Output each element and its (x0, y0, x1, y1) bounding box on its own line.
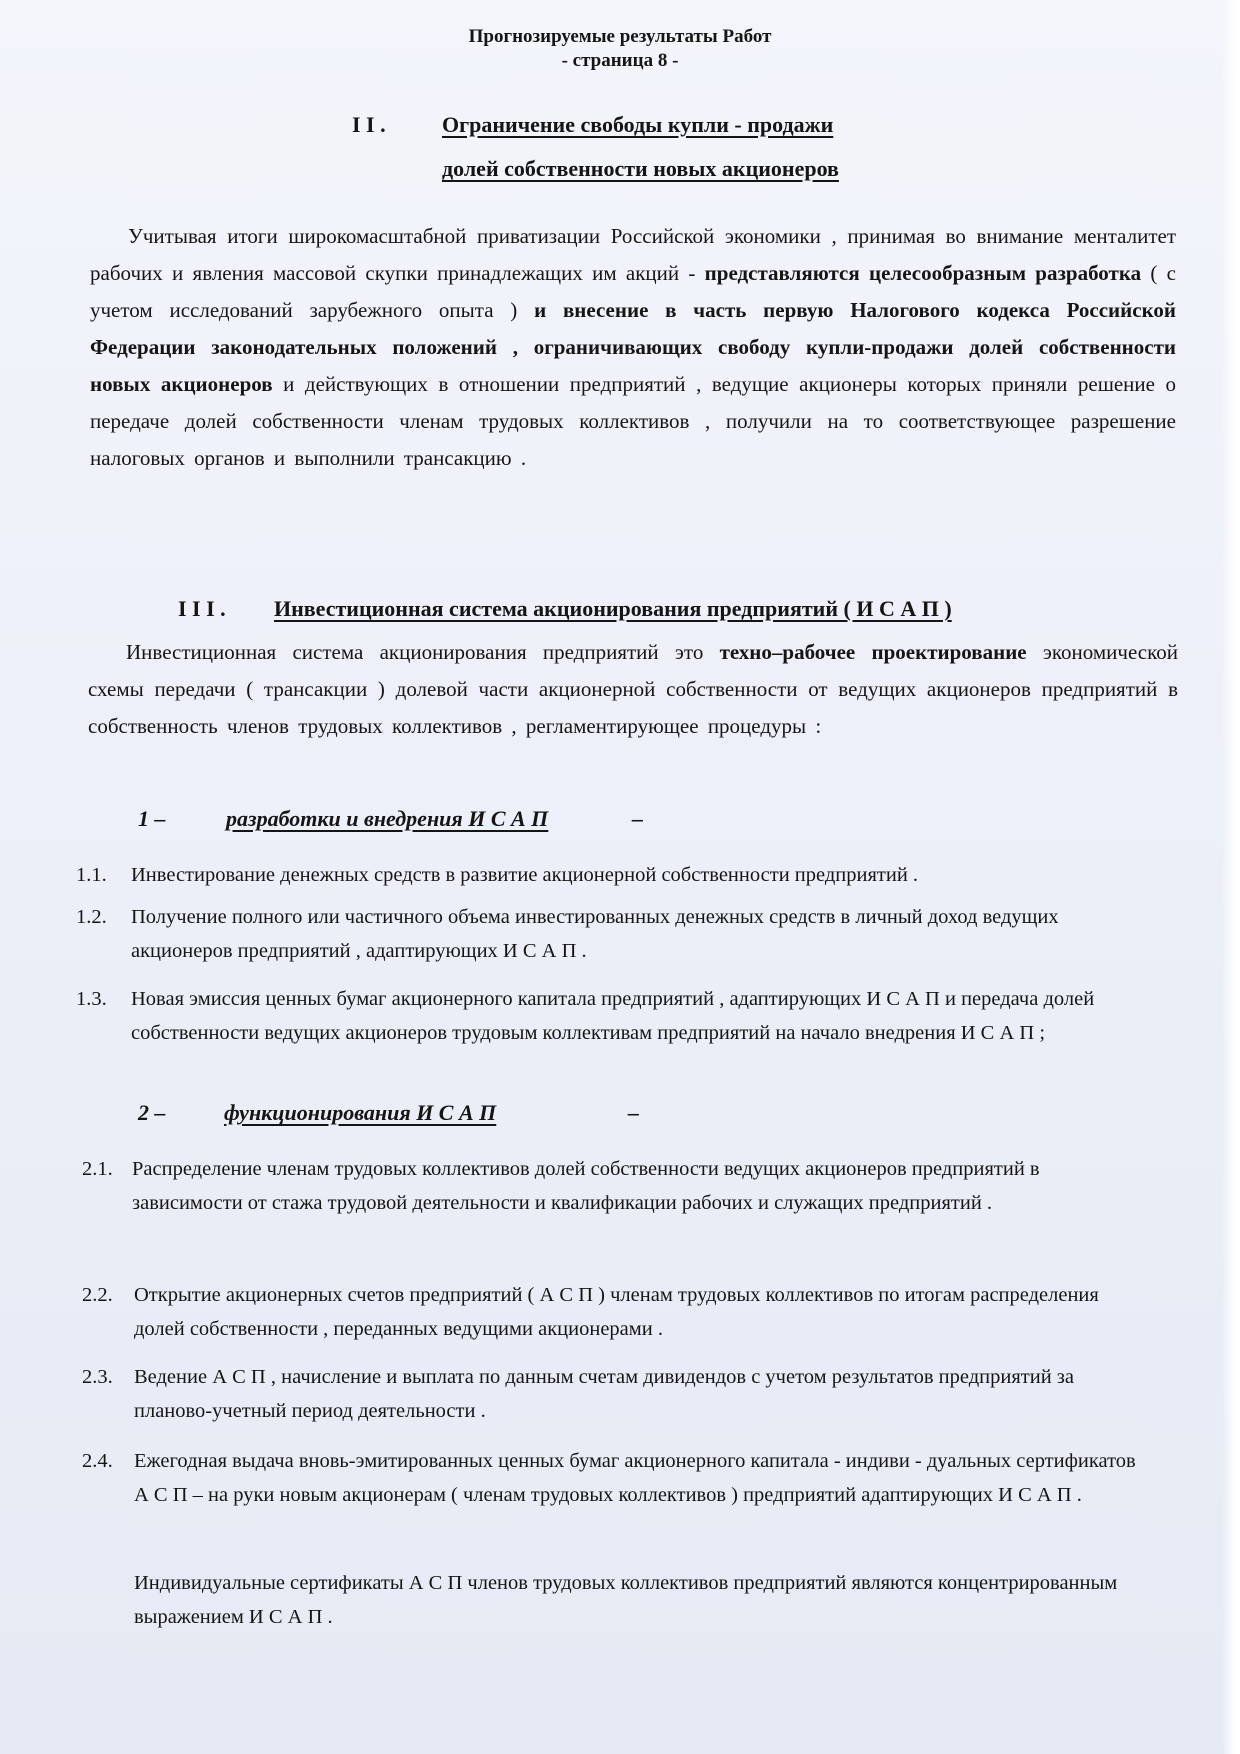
section-3-number: I I I . (178, 596, 226, 621)
list-item-text: Инвестирование денежных средств в развитие акционерной собственности предприятий . (131, 864, 919, 886)
list-item-2-2 (82, 1278, 1162, 1358)
section-3-title: Инвестиционная система акционирования предприятий ( И С А П ) (274, 596, 952, 621)
section-2-text-1: Учитывая итоги широкомасштабной приватизации Российской экономики , принимая во внимание менталитет рабочих и явления массовой скупки принадлежащих им акций - (90, 224, 1176, 285)
list-item-2-3 (82, 1360, 1162, 1440)
section-3-intro (88, 634, 1178, 745)
subheading-2-number: 2 – (138, 1100, 166, 1125)
list-item-number: 2.3. (82, 1366, 113, 1388)
list-item-text: Получение полного или частичного объема инвестированных денежных средств в личный доход ведущих акционеров предприятий , адаптирующих И С А П . (131, 906, 1059, 962)
closing-paragraph (134, 1566, 1154, 1646)
section-2-title-line2: долей собственности новых акционеров (442, 156, 839, 181)
section-2-bold-1: представляются целесообразным разработка (704, 261, 1142, 285)
subheading-1-dash: – (632, 806, 643, 831)
list-item-number: 1.1. (76, 864, 107, 886)
section-3-intro-text-1: Инвестиционная система акционирования предприятий это (126, 640, 720, 664)
closing-text: Индивидуальные сертификаты А С П членов трудовых коллективов предприятий являются концентрированным выражением И С А П . (134, 1572, 1118, 1628)
section-2-number: I I . (352, 112, 386, 137)
list-item-text: Новая эмиссия ценных бумаг акционерного капитала предприятий , адаптирующих И С А П и передача долей собственности ведущих акционеров трудовым коллективам предприятий на начало внедрения И С А П ; (131, 988, 1095, 1044)
list-item-2-4 (82, 1444, 1162, 1554)
list-item-1-1 (76, 858, 1156, 898)
document-page-number: - страница 8 - (561, 50, 679, 71)
scan-edge (1222, 0, 1240, 1754)
list-item-1-2 (76, 900, 1156, 980)
section-2-text-3: и действующих в отношении предприятий , ведущие акционеры которых приняли решение о передаче долей собственности членам трудовых коллективов , получили на то соответствующее разрешение налоговых органов и выполнили трансакцию . (90, 372, 1177, 470)
list-item-number: 1.2. (76, 906, 107, 928)
section-3-intro-text-2: экономической схемы передачи ( трансакции ) долевой части акционерной собственности от ведущих акционеров предприятий в собственность членов трудовых коллективов , регламентирующее процедуры : (88, 640, 1178, 738)
subheading-1-number: 1 – (138, 806, 166, 831)
list-item-text: Ведение А С П , начисление и выплата по данным счетам дивидендов с учетом результатов предприятий за планово-учетный период деятельности . (134, 1366, 1074, 1422)
list-item-number: 2.2. (82, 1284, 113, 1306)
list-item-1-3 (76, 982, 1156, 1092)
section-2-paragraph (90, 218, 1176, 477)
list-item-2-1 (82, 1152, 1162, 1262)
document-header-title: Прогнозируемые результаты Работ (468, 26, 772, 47)
subheading-2-title: функционирования И С А П (224, 1100, 497, 1125)
section-2-bold-2: и внесение в часть первую Налогового кодекса Российской Федерации законодательных положений , ограничивающих свободу купли-продажи долей собственности новых акционеров (90, 298, 1176, 396)
section-2-title-line1: Ограничение свободы купли - продажи (442, 112, 834, 137)
list-item-number: 2.4. (82, 1450, 113, 1472)
list-item-text: Ежегодная выдача вновь-эмитированных ценных бумаг акционерного капитала - индиви - дуальных сертификатов А С П – на руки новым акционерам ( членам трудовых коллективов ) предприятий адаптирующих И С А П . (134, 1450, 1136, 1506)
section-3-intro-bold: техно–рабочее проектирование (719, 640, 1027, 664)
list-item-text: Открытие акционерных счетов предприятий ( А С П ) членам трудовых коллективов по итогам распределения долей собственности , переданных ведущими акционерами . (134, 1284, 1099, 1340)
subheading-2-dash: – (628, 1100, 639, 1125)
list-item-text: Распределение членам трудовых коллективов долей собственности ведущих акционеров предприятий в зависимости от стажа трудовой деятельности и квалификации рабочих и служащих предприятий . (132, 1158, 1040, 1214)
list-item-number: 1.3. (76, 988, 107, 1010)
list-item-number: 2.1. (82, 1158, 113, 1180)
subheading-1-title: разработки и внедрения И С А П (226, 806, 549, 831)
section-2-text-2: ( с учетом исследований зарубежного опыта ) (90, 261, 1176, 322)
